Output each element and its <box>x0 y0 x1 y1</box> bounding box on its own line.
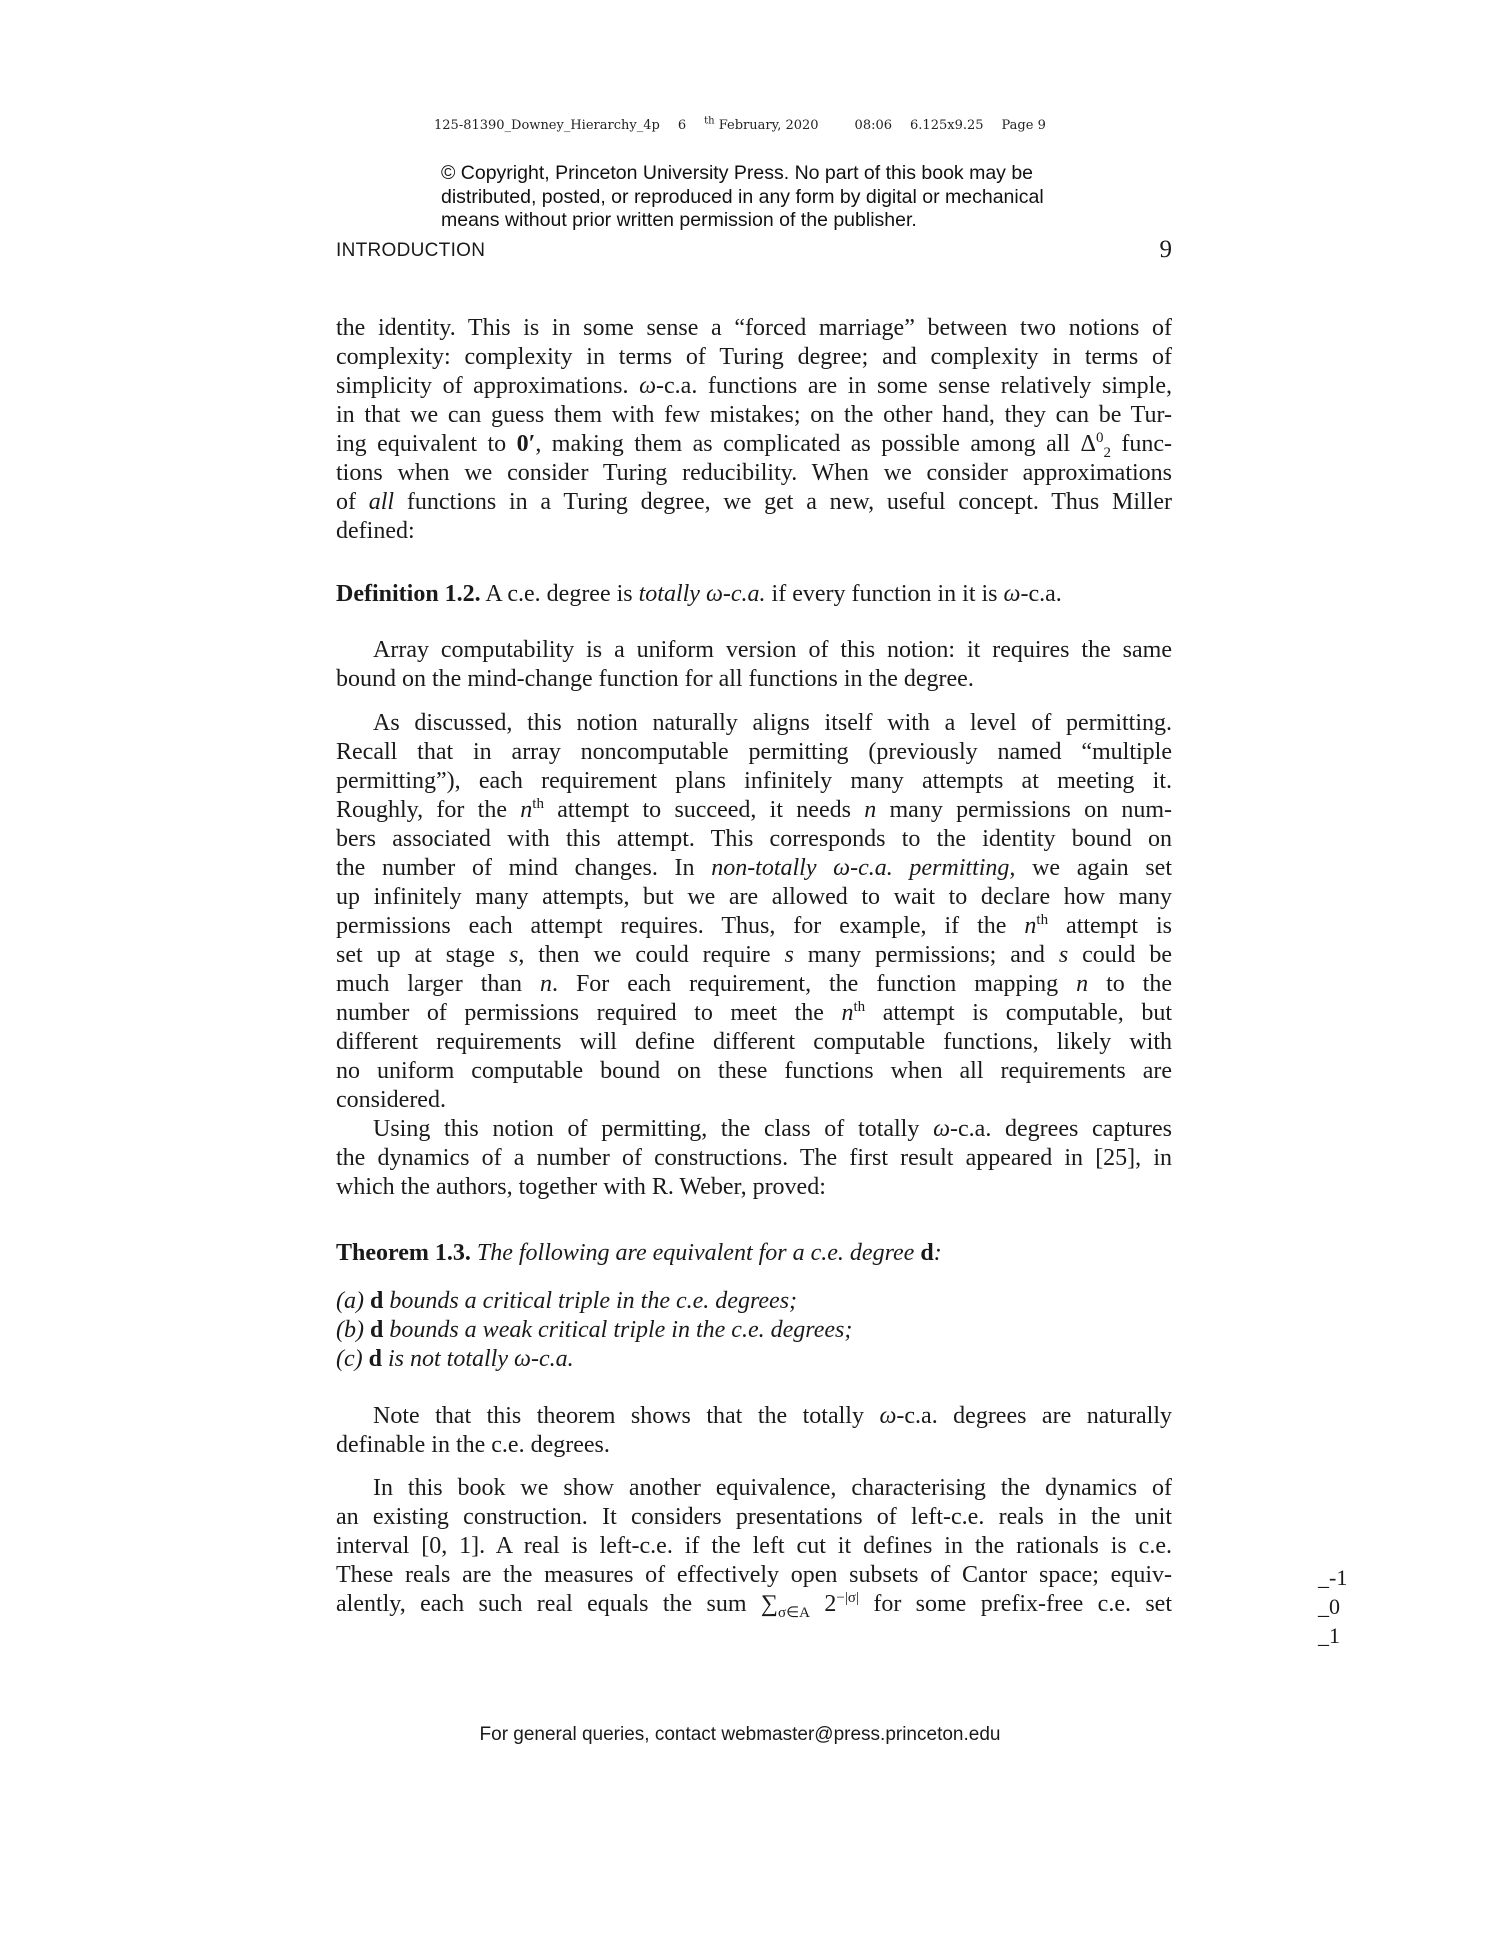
text-run: In this book we show another equivalence, characterising the dynamics of <box>373 1475 1172 1501</box>
text-run: σ∈A <box>778 1604 811 1621</box>
text-run: ing equivalent to <box>336 431 517 457</box>
text-run: th <box>532 796 544 812</box>
text-run: bound on the mind-change function for all functions in the degree. <box>336 666 974 692</box>
paragraph-array <box>336 636 1172 694</box>
text-run: ω <box>639 373 657 399</box>
text-run: bers associated with this attempt. This corresponds to the identity bound on <box>336 826 1172 852</box>
text-run: which the authors, together with R. Weber, proved: <box>336 1174 826 1200</box>
time: 08:06 <box>854 118 893 133</box>
text-run: d <box>368 1346 382 1372</box>
text-line <box>336 767 1172 796</box>
paragraph-permitting <box>336 709 1172 1202</box>
text-run: Array computability is a uniform version of this notion: it requires the same <box>373 637 1172 663</box>
text-run: the identity. This is in some sense a “forced marriage” between two notions of <box>336 315 1172 341</box>
text-run: number of permissions required to meet the <box>336 1000 842 1026</box>
text-run: in that we can guess them with few mistakes; on the other hand, they can be Tur- <box>336 402 1172 428</box>
text-run: attempt is computable, but <box>865 1000 1172 1026</box>
text-run: we again set <box>1015 855 1172 881</box>
text-run: n <box>841 1000 854 1026</box>
text-run: no uniform computable bound on these functions when all requirements are <box>336 1058 1172 1084</box>
text-run: Recall that in array noncomputable permitting (previously named “multiple <box>336 739 1172 765</box>
text-line <box>336 1316 1172 1345</box>
theorem-1-3 <box>336 1239 1172 1268</box>
text-line <box>336 1028 1172 1057</box>
text-run: ω <box>879 1403 897 1429</box>
text-line <box>336 430 1172 459</box>
text-run: : <box>933 1240 942 1266</box>
text-run: 2 <box>1103 444 1111 461</box>
text-run: permitting”), each requirement plans infinitely many attempts at meeting it. <box>336 768 1172 794</box>
text-run: could be <box>1068 942 1172 968</box>
text-line <box>336 1532 1172 1561</box>
text-line <box>336 999 1172 1028</box>
text-run: -c.a. <box>1020 581 1062 607</box>
date-day: 6 <box>677 118 687 133</box>
text-run: the number of mind changes. In <box>336 855 712 881</box>
text-run: non-totally ω-c.a. permitting, <box>711 855 1016 881</box>
text-line <box>336 912 1172 941</box>
copyright-line: means without prior written permission of the publisher. <box>441 209 917 231</box>
text-line <box>336 796 1172 825</box>
text-line <box>336 580 1172 609</box>
text-line <box>336 1086 1172 1115</box>
text-run: interval [0, 1]. A real is left-c.e. if the left cut it defines in the rationals is c.e. <box>336 1533 1172 1559</box>
margin-mark: _1 <box>1318 1623 1340 1648</box>
text-run: 0′ <box>516 431 536 457</box>
text-run: As discussed, this notion naturally aligns itself with a level of permitting. <box>373 710 1172 736</box>
text-run: d <box>369 1288 384 1314</box>
text-line <box>336 1561 1172 1590</box>
text-line <box>336 459 1172 488</box>
text-line <box>336 738 1172 767</box>
text-run: an existing construction. It considers presentations of left-c.e. reals in the unit <box>336 1504 1172 1530</box>
text-run: permissions each attempt requires. Thus, for example, if the <box>336 913 1025 939</box>
text-run: set up at stage <box>336 942 509 968</box>
text-run: -c.a. degrees are naturally <box>896 1403 1173 1429</box>
text-run: is not totally ω-c.a. <box>382 1346 574 1372</box>
text-run: d <box>920 1240 934 1266</box>
text-run: , then we could require <box>518 942 785 968</box>
text-line <box>336 854 1172 883</box>
text-run: tions when we consider Turing reducibility. When we consider approximations <box>336 460 1172 486</box>
text-run: n <box>1024 913 1037 939</box>
copyright-line: © Copyright, Princeton University Press. No part of this book may be <box>441 162 1034 184</box>
text-line <box>336 665 1172 694</box>
text-run: Note that this theorem shows that the totally <box>373 1403 880 1429</box>
text-line <box>336 1115 1172 1144</box>
text-run: s <box>1058 942 1069 968</box>
trim-size: 6.125x9.25 <box>910 118 984 133</box>
text-run: different requirements will define different computable functions, likely with <box>336 1029 1172 1055</box>
print-header <box>434 115 1064 133</box>
text-run: many permissions; and <box>793 942 1059 968</box>
text-line <box>336 941 1172 970</box>
text-line <box>336 314 1172 343</box>
text-run: to the <box>1088 971 1172 997</box>
text-run: of <box>336 489 369 515</box>
text-run: up infinitely many attempts, but we are allowed to wait to declare how many <box>336 884 1172 910</box>
text-run: s <box>508 942 519 968</box>
text-line <box>336 1345 1172 1374</box>
text-run: -c.a. degrees captures <box>950 1116 1172 1142</box>
text-run: ω <box>933 1116 951 1142</box>
text-run: functions in a Turing degree, we get a new, useful concept. Thus Miller <box>394 489 1172 515</box>
margin-mark: _-1 <box>1318 1565 1348 1590</box>
file-name: 125-81390_Downey_Hierarchy_4p <box>434 118 660 133</box>
text-run: bounds a critical triple in the c.e. degrees; <box>383 1288 798 1314</box>
text-run: much larger than <box>336 971 540 997</box>
page-label: Page 9 <box>1001 118 1046 133</box>
text-run: for some prefix-free c.e. set <box>858 1591 1172 1617</box>
text-run: complexity: complexity in terms of Turing degree; and complexity in terms of <box>336 344 1172 370</box>
text-run: -c.a. functions are in some sense relatively simple, <box>656 373 1172 399</box>
text-line <box>336 401 1172 430</box>
text-run: alently, each such real equals the sum ∑ <box>336 1591 779 1617</box>
text-line <box>336 883 1172 912</box>
text-run: (a) <box>336 1288 370 1314</box>
text-run: (c) <box>336 1346 369 1372</box>
text-run: A c.e. degree is <box>480 581 639 607</box>
text-line <box>336 825 1172 854</box>
definition-1-2 <box>336 580 1172 609</box>
page-number: 9 <box>1159 236 1172 263</box>
text-run: Definition 1.2. <box>336 581 481 607</box>
text-run: Theorem 1.3. <box>336 1240 471 1266</box>
text-run: ω <box>1003 581 1021 607</box>
text-line <box>336 1590 1172 1619</box>
text-run: s <box>784 942 794 968</box>
text-run: n <box>864 797 877 823</box>
text-run: bounds a weak critical triple in the c.e. degrees; <box>383 1317 853 1343</box>
text-line <box>336 970 1172 999</box>
text-run: func- <box>1110 431 1173 457</box>
copyright-notice <box>441 162 1044 233</box>
text-run: if every function in it is <box>765 581 1004 607</box>
text-run: Roughly, for the <box>336 797 521 823</box>
footer-contact: For general queries, contact webmaster@press.princeton.edu <box>479 1724 1001 1745</box>
text-run: n <box>1076 971 1089 997</box>
text-run: totally ω-c.a. <box>638 581 766 607</box>
text-run: (b) <box>336 1317 370 1343</box>
text-line <box>336 488 1172 517</box>
text-run: n <box>540 971 552 997</box>
text-run: th <box>853 999 866 1015</box>
text-run: simplicity of approximations. <box>336 373 640 399</box>
text-line <box>336 1173 1172 1202</box>
text-run: attempt to succeed, it needs <box>543 797 865 823</box>
text-run: attempt is <box>1048 913 1172 939</box>
text-run: the dynamics of a number of constructions. The first result appeared in [25], in <box>336 1145 1172 1171</box>
date-sup: th <box>704 115 715 127</box>
text-line <box>336 517 1172 546</box>
text-line <box>336 1431 1172 1460</box>
paragraph-note <box>336 1402 1172 1460</box>
text-line <box>336 343 1172 372</box>
text-run: −|σ| <box>836 1590 859 1606</box>
text-run: n <box>520 797 533 823</box>
text-run: , making them as complicated as possible among all Δ <box>535 431 1096 457</box>
text-run: all <box>368 489 395 515</box>
text-run: Using this notion of permitting, the class of totally <box>373 1116 934 1142</box>
text-run: many permissions on num- <box>876 797 1173 823</box>
paragraph-intro <box>336 314 1172 546</box>
text-line <box>336 709 1172 738</box>
margin-line-marks <box>1318 1563 1347 1650</box>
copyright-line: distributed, posted, or reproduced in any form by digital or mechanical <box>441 185 1044 208</box>
date-rest: February, 2020 <box>718 118 819 133</box>
text-line <box>336 1144 1172 1173</box>
text-run: d <box>369 1317 384 1343</box>
text-run: These reals are the measures of effectively open subsets of Cantor space; equiv- <box>336 1562 1172 1588</box>
text-line <box>336 1474 1172 1503</box>
text-run: defined: <box>336 518 415 544</box>
text-line <box>336 1503 1172 1532</box>
text-line <box>336 1287 1172 1316</box>
text-line <box>336 1057 1172 1086</box>
text-run: 0 <box>1095 430 1104 446</box>
text-line <box>336 636 1172 665</box>
text-run: . For each requirement, the function mapping <box>552 971 1077 997</box>
theorem-items <box>336 1287 1172 1374</box>
text-run: The following are equivalent for a c.e. degree <box>476 1240 921 1266</box>
text-run: considered. <box>336 1087 446 1113</box>
paragraph-book <box>336 1474 1172 1619</box>
text-run: definable in the c.e. degrees. <box>336 1432 610 1458</box>
text-line <box>336 1239 1172 1268</box>
text-line <box>336 372 1172 401</box>
text-line <box>336 1402 1172 1431</box>
text-run: th <box>1036 912 1049 928</box>
margin-mark: _0 <box>1318 1594 1340 1619</box>
text-run: 2 <box>810 1591 837 1617</box>
running-head: INTRODUCTION <box>336 240 486 261</box>
